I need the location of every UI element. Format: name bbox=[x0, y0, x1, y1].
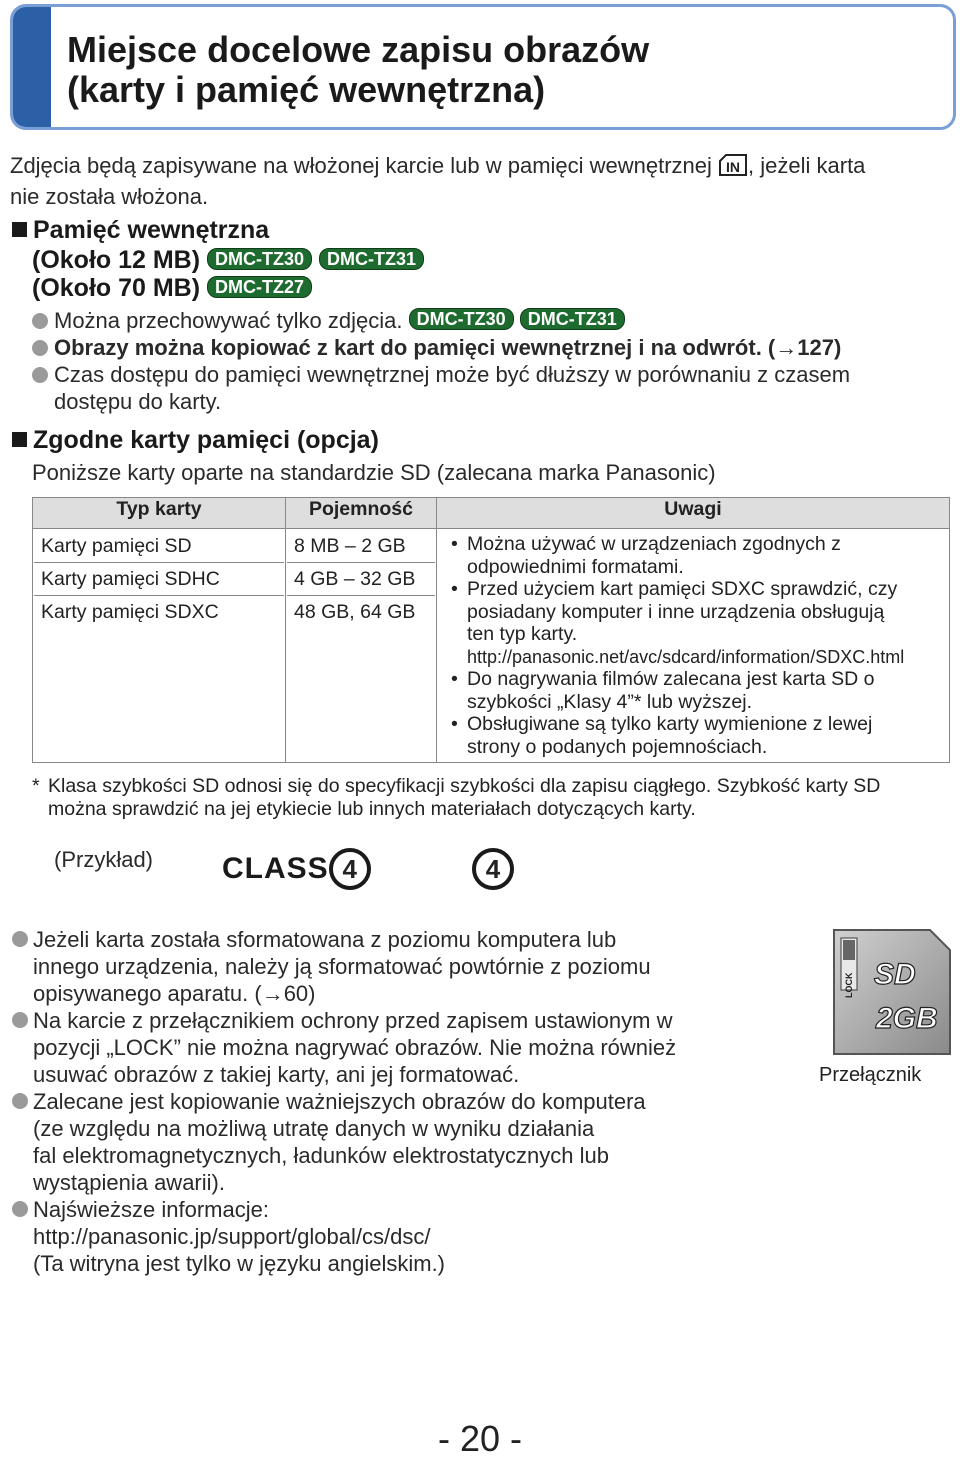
bullet-text: Obrazy można kopiować z kart do pamięci wewnętrznej i na odwrót. (→127) bbox=[54, 335, 842, 360]
capacity-column bbox=[286, 529, 437, 763]
note-bullet: • bbox=[451, 713, 458, 735]
bullet-dot-icon bbox=[32, 367, 48, 383]
card-type-column bbox=[33, 529, 286, 763]
square-bullet-icon bbox=[12, 432, 27, 447]
banner-accent-strip bbox=[13, 7, 51, 127]
table-cell: Karty pamięci SDHC bbox=[34, 563, 284, 596]
note-text: szybkości „Klasy 4”* lub wyższej. bbox=[467, 690, 752, 713]
note-item bbox=[451, 533, 943, 578]
example-label: (Przykład) bbox=[54, 847, 154, 872]
page-title-line2: (karty i pamięć wewnętrzna) bbox=[67, 69, 546, 110]
internal-memory-heading bbox=[12, 216, 269, 245]
bullet-text: Czas dostępu do pamięci wewnętrznej może być dłuższy w porównaniu z czasem bbox=[54, 362, 851, 387]
bullet-dot-icon bbox=[32, 340, 48, 356]
bullet-text: Na karcie z przełącznikiem ochrony przed zapisem ustawionym w bbox=[33, 1008, 673, 1033]
switch-caption: Przełącznik bbox=[819, 1064, 922, 1086]
support-link[interactable]: http://panasonic.jp/support/global/cs/dsc/ bbox=[33, 1224, 431, 1249]
sd-logo: SD bbox=[874, 958, 916, 991]
bullet-dot-icon bbox=[12, 1201, 28, 1217]
bullet-dot-icon bbox=[12, 1012, 28, 1028]
footnote-line2: można sprawdzić na jej etykiecie lub innych materiałach dotyczących karty. bbox=[48, 798, 696, 820]
bullet-text: usuwać obrazów z takiej karty, ani jej formatować. bbox=[33, 1062, 520, 1087]
list-item-continuation: dostępu do karty. bbox=[54, 389, 222, 414]
bullet-text: (Ta witryna jest tylko w języku angielskim.) bbox=[33, 1251, 446, 1276]
note-text: Przed użyciem kart pamięci SDXC sprawdzić, czy bbox=[467, 578, 898, 600]
bullet-text: fal elektromagnetycznych, ładunków elektrostatycznych lub bbox=[33, 1143, 609, 1168]
table-cell: Karty pamięci SD bbox=[34, 530, 284, 563]
intro-text-part2: , jeżeli karta bbox=[748, 153, 866, 178]
compatible-cards-subtitle: Poniższe karty oparte na standardzie SD (zalecana marka Panasonic) bbox=[32, 460, 716, 485]
column-header: Typ karty bbox=[33, 498, 286, 529]
bottom-bullets bbox=[12, 926, 742, 1277]
note-item bbox=[451, 668, 943, 713]
lock-label: LOCK bbox=[844, 972, 854, 998]
bullet-dot-icon bbox=[32, 313, 48, 329]
bullet-text: (ze względu na możliwą utratę danych w wyniku działania bbox=[33, 1116, 595, 1141]
table-cell: 48 GB, 64 GB bbox=[294, 601, 416, 623]
list-item bbox=[12, 926, 742, 1007]
bullet-text: innego urządzenia, należy ją sformatować powtórnie z poziomu bbox=[33, 954, 651, 979]
list-item bbox=[32, 334, 942, 361]
table-row bbox=[33, 529, 950, 763]
internal-memory-heading-text: Pamięć wewnętrzna bbox=[33, 216, 270, 244]
table-cell: 8 MB – 2 GB bbox=[287, 530, 435, 563]
note-bullet: • bbox=[451, 578, 458, 600]
bullet-text: opisywanego aparatu. (→60) bbox=[33, 981, 316, 1006]
compatible-cards-heading bbox=[12, 426, 379, 455]
bullet-text: Można przechowywać tylko zdjęcia. bbox=[54, 308, 403, 333]
bullet-text: Najświeższe informacje: bbox=[33, 1197, 269, 1222]
note-item bbox=[451, 578, 943, 668]
column-header: Uwagi bbox=[437, 498, 950, 529]
intro-paragraph bbox=[10, 152, 950, 210]
bullet-dot-icon bbox=[12, 1093, 28, 1109]
list-item bbox=[32, 307, 942, 334]
page-title-line1: Miejsce docelowe zapisu obrazów bbox=[67, 29, 650, 70]
compatible-cards-heading-text: Zgodne karty pamięci (opcja) bbox=[33, 426, 379, 454]
intro-text-part1: Zdjęcia będą zapisywane na włożonej karcie lub w pamięci wewnętrznej bbox=[10, 153, 719, 178]
list-item bbox=[12, 1088, 742, 1196]
note-text: Można używać w urządzeniach zgodnych z bbox=[467, 533, 841, 555]
note-bullet: • bbox=[451, 533, 458, 555]
note-bullet: • bbox=[451, 668, 458, 690]
footnote bbox=[32, 775, 952, 821]
notes-column bbox=[437, 529, 950, 763]
list-item bbox=[12, 1196, 742, 1277]
table-cell: 4 GB – 32 GB bbox=[287, 563, 435, 596]
note-text: Obsługiwane są tylko karty wymienione z lewej bbox=[467, 713, 873, 735]
bullet-text: wystąpienia awarii). bbox=[33, 1170, 225, 1195]
class4-logo bbox=[222, 848, 371, 892]
note-text: strony o podanych pojemnościach. bbox=[467, 735, 768, 758]
table-cell: Karty pamięci SDXC bbox=[41, 601, 219, 623]
bullet-dot-icon bbox=[12, 931, 28, 947]
list-item bbox=[32, 361, 942, 388]
model-badge: DMC-TZ30 bbox=[207, 248, 312, 270]
note-text: posiadany komputer i inne urządzenia obsługują bbox=[467, 600, 885, 623]
capacity-line-1 bbox=[32, 246, 424, 275]
internal-memory-icon bbox=[718, 153, 748, 183]
bullet-text: Jeżeli karta została sformatowana z poziomu komputera lub bbox=[33, 927, 617, 952]
sd-capacity-label: 2GB bbox=[876, 1002, 938, 1035]
bullet-text: Zalecane jest kopiowanie ważniejszych obrazów do komputera bbox=[33, 1089, 646, 1114]
capacity-12mb: (Około 12 MB) bbox=[32, 246, 201, 274]
sdxc-info-link[interactable]: http://panasonic.net/avc/sdcard/information/SDXC.html bbox=[467, 646, 905, 667]
class-text: CLASS bbox=[222, 852, 329, 885]
model-badge: DMC-TZ31 bbox=[319, 248, 424, 270]
intro-text-line2: nie została włożona. bbox=[10, 184, 209, 209]
bullet-text: pozycji „LOCK” nie można nagrywać obrazów. Nie można również bbox=[33, 1035, 677, 1060]
svg-text:IN: IN bbox=[726, 159, 741, 175]
sd-card-illustration bbox=[832, 928, 952, 1056]
class4-symbol bbox=[472, 848, 514, 890]
column-header: Pojemność bbox=[286, 498, 437, 529]
model-badge: DMC-TZ30 bbox=[409, 308, 514, 330]
note-text: Do nagrywania filmów zalecana jest karta SD o bbox=[467, 668, 875, 690]
capacity-70mb: (Około 70 MB) bbox=[32, 274, 201, 302]
card-table bbox=[32, 497, 950, 763]
note-text: ten typ karty. bbox=[467, 623, 578, 645]
table-header-row bbox=[33, 498, 950, 529]
model-badge: DMC-TZ31 bbox=[520, 308, 625, 330]
note-item bbox=[451, 713, 943, 758]
list-item bbox=[12, 1007, 742, 1088]
page-number: - 20 - bbox=[437, 1418, 523, 1459]
capacity-line-2 bbox=[32, 274, 312, 303]
internal-bullets bbox=[32, 307, 942, 415]
speed-class-circle-icon: 4 bbox=[472, 848, 514, 890]
footnote-line1: Klasa szybkości SD odnosi się do specyfikacji szybkości dla zapisu ciągłego. Szybkość karty SD bbox=[48, 775, 881, 797]
square-bullet-icon bbox=[12, 222, 27, 237]
model-badge: DMC-TZ27 bbox=[207, 276, 312, 298]
title-banner bbox=[10, 4, 956, 130]
note-text: odpowiednimi formatami. bbox=[467, 555, 684, 578]
speed-class-circle-icon: 4 bbox=[329, 848, 371, 890]
footnote-mark: * bbox=[32, 775, 40, 797]
